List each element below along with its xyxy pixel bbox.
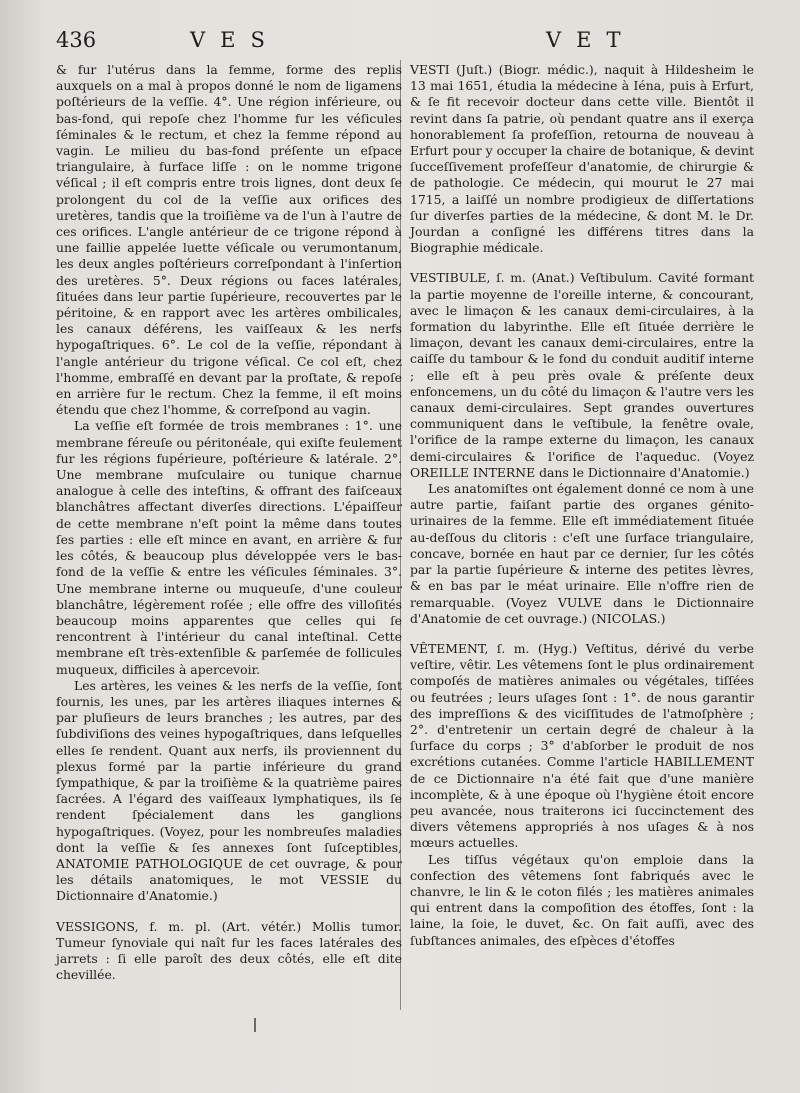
left-column: [56, 62, 402, 983]
running-head-right: VET: [546, 28, 636, 52]
margin-mark: [254, 1018, 256, 1032]
entry-vessigons: VESSIGONS, f. m. pl. (Art. vétér.) Mollis tumor. Tumeur ſynoviale qui naît fur les faces latérales des jarrets : ſi elle paroît des deux côtés, elle eſt dite chevillée.: [56, 918, 402, 983]
page-number: 436: [56, 28, 97, 52]
running-header: [0, 28, 800, 56]
entry-vetement: VÊTEMENT, ſ. m. (Hyg.) Veſtitus, dérivé du verbe veſtire, vêtir. Les vêtemens ſont le plus ordinairement compoſés de matières animales ou végétales, tiſſées ou feutrées ; leurs uſages ſont : 1°. de nous garantir des impreſſions & des viciſſitudes de l'atmoſphère ; 2°. d'entretenir un certain degré de chaleur à la ſurface du corps ; 3° d'abſorber le produit de nos excrétions cutanées. Comme l'article HABILLEMENT de ce Dictionnaire n'a été fait que d'une manière incomplète, & à une époque où l'hygiène étoit encore peu avancée, nous traiterons ici ſuccinctement des divers vêtemens appropriés à nos uſages & à nos mœurs actuelles.: [410, 640, 754, 851]
paragraph-vetement-tissus: Les tiſſus végétaux qu'on emploie dans la confection des vêtemens ſont fabriqués avec le chanvre, le lin & le coton filés ; les matières animales qui entrent dans la compoſition des étoffes, ſont : la laine, la ſoie, le duvet, &c. On fait auſſi, avec des ſubſtances animales, des eſpèces d'étoffes: [410, 851, 754, 948]
entry-vesti: VESTI (Juſt.) (Biogr. médic.), naquit à Hildesheim le 13 mai 1651, étudia la médecine à Iéna, puis à Erfurt, & ſe fit recevoir docteur dans cette ville. Bientôt il revint dans ſa patrie, où pendant quatre ans il exerça honorablement ſa profeſſion, retourna de nouveau à Erfurt pour y occuper la chaire de botanique, & devint ſucceſſivement profeſſeur d'anatomie, de chirurgie & de pathologie. Ce médecin, qui mourut le 27 mai 1715, a laiſſé un nombre prodigieux de diſſertations ſur diverſes parties de la médecine, & dont M. le Dr. Jourdan a conſigné les différens titres dans la Biographie médicale.: [410, 62, 754, 256]
paragraph-vessie-vessels: Les artères, les veines & les nerfs de la veſſie, ſont fournis, les unes, par les artères iliaques internes & par pluſieurs de leurs branches ; les autres, par des ſubdiviſions des veines hypogaſtriques, dans leſquelles elles ſe rendent. Quant aux nerfs, ils proviennent du plexus formé par la partie inférieure du grand ſympathique, & par la troiſième & la quatrième paires ſacrées. A l'égard des vaiſſeaux lymphatiques, ils ſe rendent ſpécialement dans les ganglions hypogaſtriques. (Voyez, pour les nombreuſes maladies dont la veſſie & ſes annexes ſont ſuſceptibles, ANATOMIE PATHOLOGIQUE de cet ouvrage, & pour les détails anatomiques, le mot VESSIE du Dictionnaire d'Anatomie.): [56, 677, 402, 904]
paragraph-vessie-membranes: La veſſie eſt formée de trois membranes : 1°. une membrane féreuſe ou péritonéale, qui exiſte feulement fur les régions fupérieure, poſtérieure & latérale. 2°. Une membrane muſculaire ou tunique charnue analogue à celle des inteſtins, & offrant des faiſceaux blanchâtres affectant diverſes directions. L'épaiſſeur de cette membrane n'eſt point la même dans toutes ſes parties : elle eſt mince en avant, en arrière & fur les côtés, & beaucoup plus développée vers le bas-fond de la veſſie & entre les véſicules ſéminales. 3°. Une membrane interne ou muqueuſe, d'une couleur blanchâtre, légèrement roſée ; elle offre des villoſités beaucoup moins apparentes que celles qui ſe rencontrent à l'intérieur du canal inteſtinal. Cette membrane eſt très-extenſible & parſemée de follicules muqueux, difficiles à apercevoir.: [56, 418, 402, 677]
right-column: [410, 62, 754, 949]
paragraph-vestibule-second: Les anatomiſtes ont également donné ce nom à une autre partie, faiſant partie des organes génito-urinaires de la femme. Elle eſt immédiatement ſituée au-deſſous du clitoris : c'eſt une ſurface triangulaire, concave, bornée en haut par ce dernier, ſur les côtés par la partie ſupérieure & interne des petites lèvres, & en bas par le méat urinaire. Elle n'offre rien de remarquable. (Voyez VULVE dans le Dictionnaire d'Anatomie de cet ouvrage.) (NICOLAS.): [410, 481, 754, 626]
paragraph-vessie-regions: & fur l'utérus dans la femme, forme des replis auxquels on a mal à propos donné le nom de ligamens poſtérieurs de la veſſie. 4°. Une région inférieure, ou bas-fond, qui repoſe chez l'homme fur les véſicules ſéminales & le rectum, et chez la femme répond au vagin. Le milieu du bas-fond préſente un eſpace triangulaire, à furface liſſe : on le nomme trigone véſical ; il eſt compris entre trois lignes, dont deux ſe prolongent du col de la veſſie aux orifices des uretères, tandis que la troiſième va de l'un à l'autre de ces orifices. L'angle antérieur de ce trigone répond à une faillie appelée luette véſicale ou verumontanum, les deux angles poſtérieurs correſpondant à l'inſertion des uretères. 5°. Deux régions ou faces latérales, ſituées dans leur partie ſupérieure, recouvertes par le péritoine, & en rapport avec les artères ombilicales, les canaux déférens, les vaiſſeaux & les nerfs hypogaſtriques. 6°. Le col de la veſſie, répondant à l'angle antérieur du trigone véſical. Ce col eſt, chez l'homme, embraſſé en devant par la proſtate, & repoſe en arrière fur le rectum. Chez la femme, il eſt moins étendu que chez l'homme, & correſpond au vagin.: [56, 62, 402, 418]
entry-vestibule: VESTIBULE, ſ. m. (Anat.) Veſtibulum. Cavité formant la partie moyenne de l'oreille interne, & concourant, avec le limaçon & les canaux demi-circulaires, à la formation du labyrinthe. Elle eſt ſituée derrière le limaçon, devant les canaux demi-circulaires, entre la caiſſe du tambour & le fond du conduit auditif interne ; elle eſt à peu près ovale & préſente deux enfoncemens, un du côté du limaçon & l'autre vers les canaux demi-circulaires. Sept grandes ouvertures communiquent dans le veſtibule, la fenêtre ovale, l'orifice de la rampe externe du limaçon, les canaux demi-circulaires & l'orifice de l'aqueduc. (Voyez OREILLE INTERNE dans le Dictionnaire d'Anatomie.): [410, 270, 754, 480]
running-head-left: VES: [190, 28, 280, 52]
